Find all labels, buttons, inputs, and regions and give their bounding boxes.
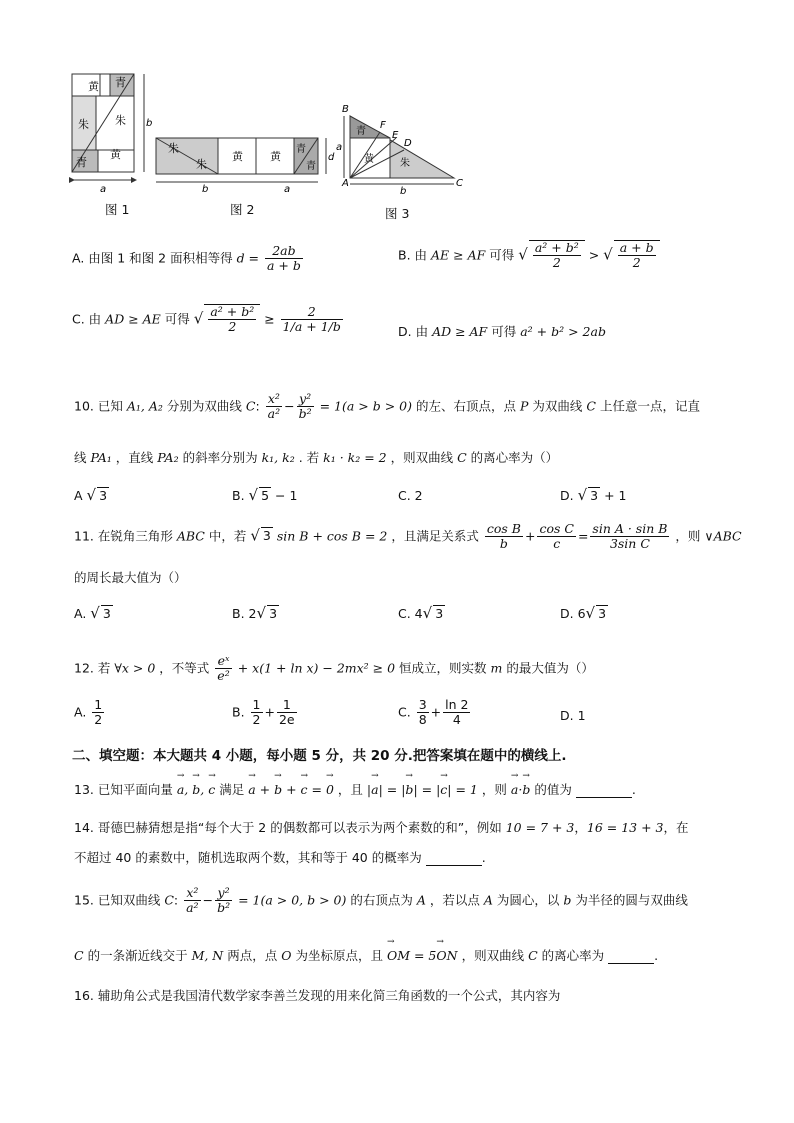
q9-option-c[interactable]: C. 由 AD ≥ AE 可得 √ $\frac{\text{a² + b²}}{2}$ ≥ $\frac{2}{1/a + 1/b}$ bbox=[72, 304, 341, 335]
section2-heading: 二、填空题：本大题共 4 小题，每小题 5 分，共 20 分.把答案填在题中的横线上. bbox=[72, 748, 567, 764]
q9-b-mid: 可得 bbox=[489, 247, 515, 263]
fig3-point-A: A bbox=[342, 178, 349, 189]
q9-option-b[interactable]: B. 由 AE ≥ AF 可得 √ $\frac{\text{a² + b²}}{2}$ > √ $\frac{a + b}{2}$ bbox=[398, 240, 660, 271]
q11-line1: 11. 在锐角三角形 ABC 中，若 √ 3 sin B + cos B = 2 ，且满足关系式 $\frac{\text{cos B}}{b}$ + $\frac{\text{cos C}}{c}$ = $\frac{\text{sin A · sin B}}{\text{3sin C}}$ ，则 ∨ABC bbox=[74, 521, 742, 552]
q15-line2: C 的一条渐近线交于 M, N 两点，点 O 为坐标原点，且 → OM = 5→ ON ，则双曲线 C 的离心率为 . bbox=[74, 946, 658, 964]
q13-answer-blank[interactable] bbox=[576, 782, 632, 798]
fig1-label-qing2: 青 bbox=[76, 156, 87, 169]
fig2-label-huang1: 黄 bbox=[232, 150, 243, 163]
fig3-point-E: E bbox=[392, 130, 399, 141]
figure-1 bbox=[72, 74, 152, 195]
q12-option-d[interactable]: D. 1 bbox=[560, 708, 586, 723]
q9-option-a[interactable]: A. 由图 1 和图 2 面积相等得 d = $\frac{2ab}{a + b}$ bbox=[72, 243, 301, 274]
fig3-point-F: F bbox=[380, 120, 386, 131]
fig3-label-a: a bbox=[336, 142, 343, 153]
q12-line1: 12. 若 ∀x > 0 ，不等式 $\frac{\text{eˣ}}{\text{e²}}$ + x(1 + ln x) − 2mx² ≥ 0 恒成立，则实数 m 的最大值为（） bbox=[74, 653, 594, 684]
q11-option-c[interactable]: C. 4√ 3 bbox=[398, 604, 444, 622]
q14-answer-blank[interactable] bbox=[426, 850, 482, 866]
q10-option-a[interactable]: A √ 3 bbox=[74, 486, 108, 504]
fig2-label-d: d bbox=[328, 152, 335, 163]
q11-option-d[interactable]: D. 6√ 3 bbox=[560, 604, 607, 622]
q12-option-b[interactable]: B. $\frac{1}{2}$ + $\frac{1}{2e}$ bbox=[232, 697, 295, 728]
fig2-label-b: b bbox=[202, 184, 209, 195]
fig2-label-huang2: 黄 bbox=[270, 150, 281, 163]
fig2-label-qing1: 青 bbox=[296, 144, 306, 155]
figure-3 bbox=[336, 104, 463, 197]
fig2-caption: 图 2 bbox=[230, 202, 255, 217]
q14-line2: 不超过 40 的素数中，随机选取两个数，其和等于 40 的概率为 . bbox=[74, 850, 486, 865]
q9-a-text: A. 由图 1 和图 2 面积相等得 bbox=[72, 250, 233, 266]
fig1-label-a: a bbox=[100, 184, 107, 195]
fig1-caption: 图 1 bbox=[105, 202, 130, 217]
fig2-label-qing2: 青 bbox=[306, 161, 316, 172]
q15-line1: 15. 已知双曲线 C: $\frac{\text{x²}}{\text{a²}}$ − $\frac{\text{y²}}{\text{b²}}$ = 1(a > 0, b > 0) 的右顶点为 A ，若以点 A 为圆心，以 b 为半径的圆与双曲线 bbox=[74, 885, 688, 916]
fig1-label-zhu1: 朱 bbox=[78, 118, 89, 131]
fig2-label-a: a bbox=[284, 184, 291, 195]
fig3-label-b: b bbox=[400, 186, 407, 197]
fig1-label-qing1: 青 bbox=[115, 76, 126, 89]
fig3-label-qing: 青 bbox=[356, 126, 366, 137]
q9-d-text: D. 由 bbox=[398, 324, 429, 339]
q11-line2: 的周长最大值为（） bbox=[74, 570, 187, 585]
fig3-label-huang: 黄 bbox=[364, 154, 374, 165]
fig3-point-D: D bbox=[404, 138, 412, 149]
fig3-caption: 图 3 bbox=[385, 206, 410, 221]
fig1-label-zhu2: 朱 bbox=[115, 114, 126, 127]
q16-line1: 16. 辅助角公式是我国清代数学家李善兰发现的用来化简三角函数的一个公式，其内容为 bbox=[74, 988, 561, 1003]
fig2-label-zhu2: 朱 bbox=[196, 158, 207, 171]
q9-b-text: B. 由 bbox=[398, 247, 428, 263]
q13-line: 13. 已知平面向量 → a, → b, → c 满足 → a + → b + → c = → 0 ，且 |→ a| = |→ b| = |→ c| = 1 ，则 → a·→ b 的值为 . bbox=[74, 780, 636, 798]
q11-option-b[interactable]: B. 2√ 3 bbox=[232, 604, 278, 622]
q9-c-text: C. 由 bbox=[72, 311, 102, 327]
fig1-label-b: b bbox=[146, 118, 153, 129]
q10-option-c[interactable]: C. 2 bbox=[398, 488, 423, 503]
q10-line1: 10. 已知 A₁, A₂ 分别为双曲线 C: $\frac{\text{x²}}{\text{a²}}$ − $\frac{\text{y²}}{\text{b²}}$ = 1(a > b > 0) 的左、右顶点，点 P 为双曲线 C 上任意一点，记直 bbox=[74, 391, 700, 422]
fig1-label-huang2: 黄 bbox=[110, 148, 121, 161]
q12-option-c[interactable]: C. $\frac{3}{8}$ + $\frac{\ln 2}{4}$ bbox=[398, 697, 469, 728]
fig3-point-C: C bbox=[456, 178, 463, 189]
q10-line2: 线 PA₁ ，直线 PA₂ 的斜率分别为 k₁, k₂ . 若 k₁ · k₂ = 2 ，则双曲线 C 的离心率为（） bbox=[74, 450, 559, 465]
q9-d-mid: 可得 bbox=[491, 324, 517, 339]
q15-answer-blank[interactable] bbox=[608, 948, 654, 964]
figure-2 bbox=[156, 138, 335, 195]
fig1-label-huang1: 黄 bbox=[88, 80, 99, 93]
fig2-label-zhu1: 朱 bbox=[168, 142, 179, 155]
q11-option-a[interactable]: A. √ 3 bbox=[74, 604, 111, 622]
fig3-point-B: B bbox=[342, 104, 349, 115]
q14-line1: 14. 哥德巴赫猜想是指“每个大于 2 的偶数都可以表示为两个素数的和”，例如 10 = 7 + 3，16 = 13 + 3，在 bbox=[74, 820, 689, 835]
q10-option-b[interactable]: B. √ 5 − 1 bbox=[232, 486, 298, 504]
q9-c-mid: 可得 bbox=[164, 311, 190, 327]
q9-option-d[interactable]: D. 由 AD ≥ AF 可得 a² + b² > 2ab bbox=[398, 324, 606, 339]
q12-option-a[interactable]: A. $\frac{1}{2}$ bbox=[74, 697, 103, 728]
fig3-label-zhu: 朱 bbox=[400, 158, 410, 169]
q10-option-d[interactable]: D. √ 3 + 1 bbox=[560, 486, 627, 504]
